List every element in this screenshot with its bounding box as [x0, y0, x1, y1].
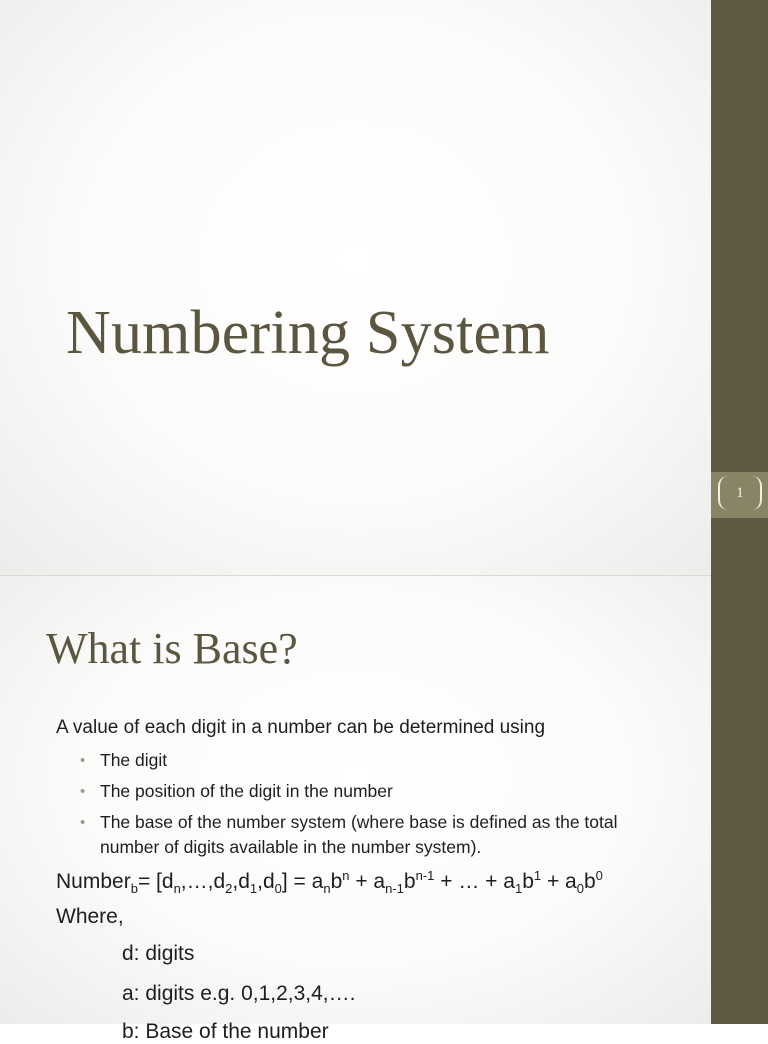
slide-title: Numbering System: [66, 299, 550, 367]
where-label: Where,: [56, 905, 124, 928]
bullet-icon: •: [80, 783, 86, 800]
bullet-item: • The position of the digit in the number: [78, 779, 668, 804]
base-formula: Number$_b$= $[d_n,\dots,d_2,d_1,d_0] = a_nb^n + a_{n-1}b^{n-1}$ + … + $a_1b^1 + a_0b^0$: [56, 868, 603, 897]
bullet-icon: •: [80, 752, 86, 769]
definition-base: b: Base of the number: [122, 1020, 329, 1043]
slide-title: What is Base?: [46, 624, 298, 673]
bullet-list: [78, 748, 668, 866]
slide-2: [0, 576, 711, 1043]
bullet-item: • The base of the number system (where base is defined as the total number of digits available in the number system).: [80, 812, 618, 857]
page-number-badge: 1: [718, 476, 762, 510]
intro-text: A value of each digit in a number can be determined using: [56, 717, 546, 738]
definition-digits: d: digits: [122, 942, 195, 965]
bullet-icon: •: [80, 814, 86, 831]
bullet-item: • The digit: [78, 748, 668, 773]
definition-a: a: digits e.g. 0,1,2,3,4,….: [122, 982, 356, 1005]
